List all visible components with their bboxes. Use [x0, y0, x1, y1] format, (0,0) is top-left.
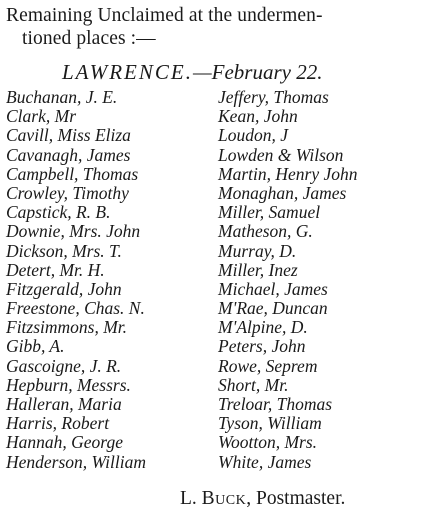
notice-date: —February 22. — [192, 60, 323, 84]
name-entry: Downie, Mrs. John — [6, 221, 141, 242]
name-entry: Cavanagh, James — [6, 144, 131, 165]
name-entry: Loudon, J — [218, 125, 288, 146]
name-entry: Jeffery, Thomas — [218, 87, 329, 107]
name-entry: Fitzgerald, John — [6, 278, 122, 299]
intro-line-1: Remaining Unclaimed at the undermen- — [6, 5, 323, 26]
name-entry: Martin, Henry John — [218, 163, 358, 184]
name-entry: Hepburn, Messrs. — [6, 374, 131, 395]
intro-line-2: tioned places :— — [22, 28, 156, 49]
name-entry: M'Rae, Duncan — [218, 298, 328, 319]
signature-initial: L. — [180, 488, 197, 509]
name-entry: Henderson, William — [6, 451, 146, 472]
left-name-column — [6, 88, 214, 472]
name-entry: Peters, John — [218, 336, 306, 357]
name-entry: Cavill, Miss Eliza — [6, 125, 131, 146]
name-entry: Hannah, George — [6, 432, 123, 453]
place-name: LAWRENCE. — [62, 60, 193, 84]
name-entry: Fitzsimmons, Mr. — [6, 317, 128, 338]
postmaster-signature — [180, 488, 345, 510]
place-date-heading — [62, 60, 322, 84]
name-entry: Matheson, G. — [218, 221, 313, 242]
name-entry: Miller, Inez — [218, 259, 298, 280]
name-entry: M'Alpine, D. — [218, 317, 308, 338]
name-entry: Clark, Mr — [6, 106, 76, 127]
right-name-column — [218, 88, 430, 472]
name-entry: White, James — [218, 451, 312, 472]
name-entry: Miller, Samuel — [218, 202, 321, 223]
name-entry: Michael, James — [218, 278, 328, 299]
name-entry: Short, Mr. — [218, 374, 289, 395]
name-entry: Kean, John — [218, 106, 298, 127]
signature-surname: Buck — [201, 488, 247, 509]
notice-intro — [6, 4, 431, 50]
name-entry: Buchanan, J. E. — [6, 87, 118, 107]
name-entry: Wootton, Mrs. — [218, 432, 318, 453]
signature-title: , Postmaster. — [246, 488, 346, 509]
name-entry: Treloar, Thomas — [218, 394, 333, 414]
name-entry: Dickson, Mrs. T. — [6, 240, 122, 261]
name-entry: Rowe, Seprem — [218, 355, 318, 376]
name-entry: Halleran, Maria — [6, 394, 122, 414]
name-entry: Capstick, R. B. — [6, 202, 111, 223]
name-entry: Murray, D. — [218, 240, 297, 261]
name-entry: Campbell, Thomas — [6, 163, 139, 184]
name-entry: Lowden & Wilson — [218, 144, 344, 165]
name-entry: Harris, Robert — [6, 413, 110, 434]
name-entry: Gascoigne, J. R. — [6, 355, 122, 376]
name-entry: Monaghan, James — [218, 182, 347, 203]
name-entry: Freestone, Chas. N. — [6, 298, 145, 319]
name-entry: Crowley, Timothy — [6, 182, 129, 203]
name-entry: Tyson, William — [218, 413, 322, 434]
name-entry: Gibb, A. — [6, 336, 65, 357]
name-entry: Detert, Mr. H. — [6, 259, 105, 280]
